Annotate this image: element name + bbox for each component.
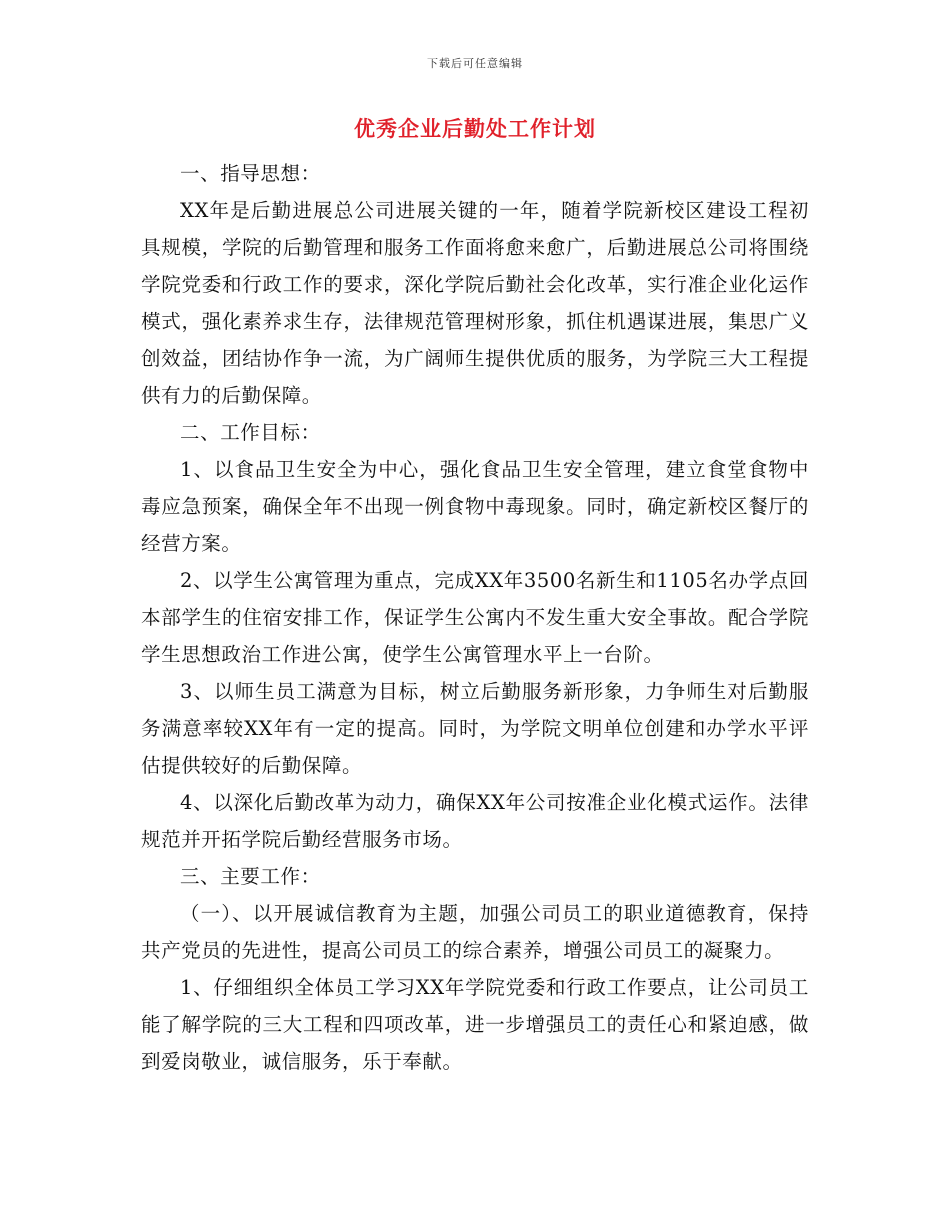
document-body (141, 155, 809, 1080)
section-heading-guiding-ideology: 一、指导思想： (180, 162, 321, 185)
paragraph-goal-2: 2、以学生公寓管理为重点，完成XX年3500名新生和1105名办学点回本部学生的住宿安排工作，保证学生公寓内不发生重大安全事故。配合学院学生思想政治工作进公寓，使学生公寓管理水平上一台阶。 (141, 569, 809, 666)
paragraph-guiding-ideology: XX年是后勤进展总公司进展关键的一年，随着学院新校区建设工程初具规模，学院的后勤管理和服务工作面将愈来愈广，后勤进展总公司将围绕学院党委和行政工作的要求，深化学院后勤社会化改革，实行准企业化运作模式，强化素养求生存，法律规范管理树形象，抓住机遇谋进展，集思广义创效益，团结协作争一流，为广阔师生提供优质的服务，为学院三大工程提供有力的后勤保障。 (141, 199, 809, 407)
paragraph-goal-3: 3、以师生员工满意为目标，树立后勤服务新形象，力争师生对后勤服务满意率较XX年有一定的提高。同时，为学院文明单位创建和办学水平评估提供较好的后勤保障。 (141, 680, 809, 777)
section-heading-main-work: 三、主要工作： (180, 865, 321, 888)
header-note: 下载后可任意编辑 (427, 57, 523, 70)
paragraph-main-work-item-1: 1、仔细组织全体员工学习XX年学院党委和行政工作要点，让公司员工能了解学院的三大工程和四项改革，进一步增强员工的责任心和紧迫感，做到爱岗敬业，诚信服务，乐于奉献。 (141, 976, 809, 1073)
paragraph-main-work-1: （一）、以开展诚信教育为主题，加强公司员工的职业道德教育，保持共产党员的先进性，提高公司员工的综合素养，增强公司员工的凝聚力。 (141, 902, 809, 962)
paragraph-goal-1: 1、以食品卫生安全为中心，强化食品卫生安全管理，建立食堂食物中毒应急预案，确保全年不出现一例食物中毒现象。同时，确定新校区餐厅的经营方案。 (141, 458, 809, 555)
paragraph-goal-4: 4、以深化后勤改革为动力，确保XX年公司按准企业化模式运作。法律规范并开拓学院后勤经营服务市场。 (141, 791, 809, 851)
document-title: 优秀企业后勤处工作计划 (354, 116, 596, 141)
section-heading-work-goals: 二、工作目标： (180, 421, 321, 444)
